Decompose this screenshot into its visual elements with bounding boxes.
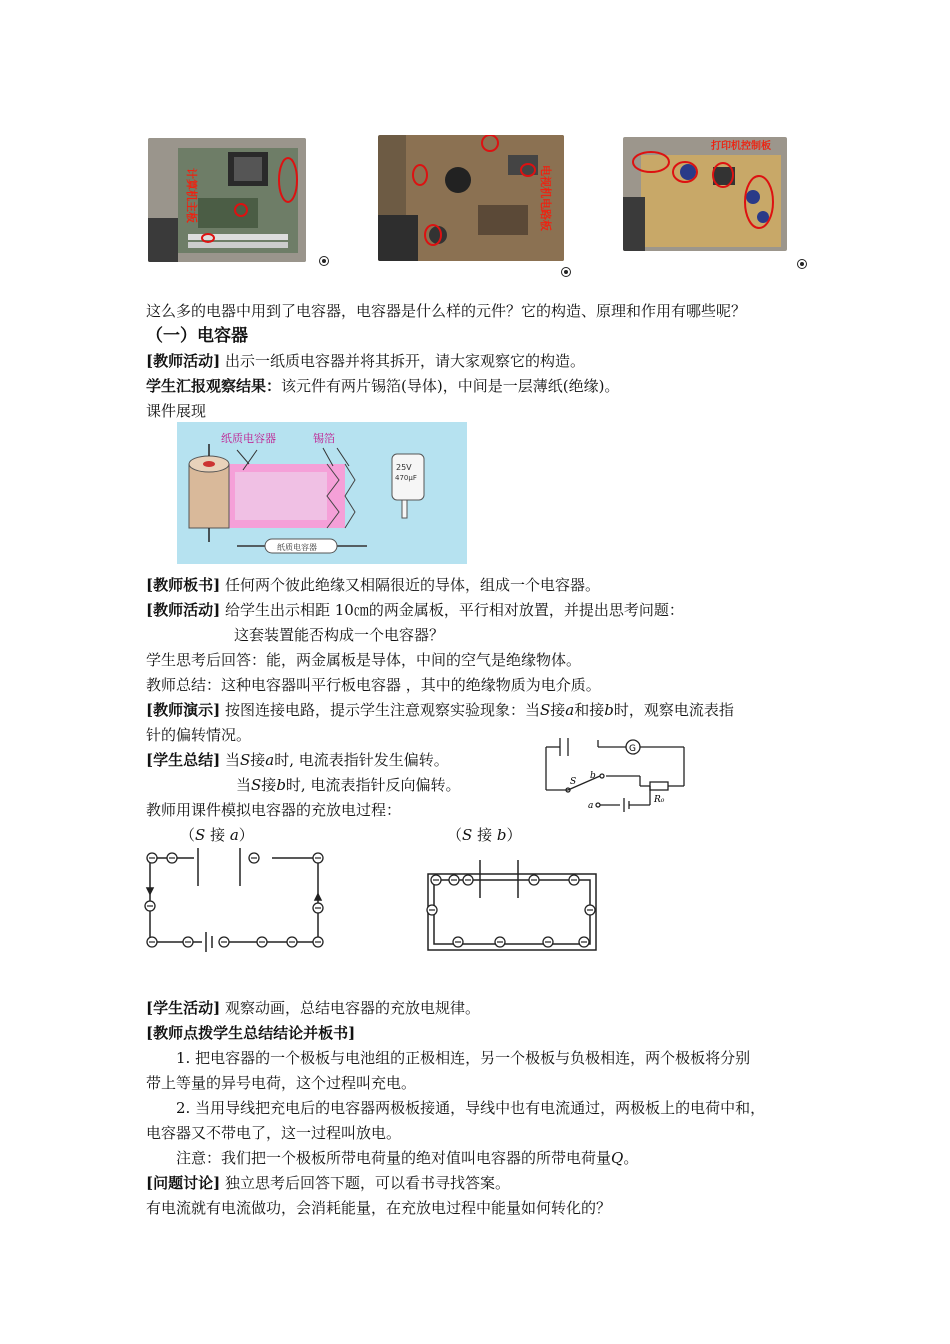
tag: [教师活动] [146,352,221,370]
teacher-activity-2 [146,600,684,620]
t5: 时, 电流表指针发生偏转。 [274,751,449,769]
teacher-sim-intro: 教师用课件模拟电容器的充放电过程： [146,801,402,819]
t5: 时, 电流表指针反向偏转。 [285,776,461,794]
text: 该元件有两片锡箔(导体)，中间是一层薄纸(绝缘)。 [281,377,620,395]
student-summary-2 [236,775,460,795]
t2: S [240,751,251,769]
discussion [146,1173,510,1193]
t4: b [496,826,507,844]
student-summary-1 [146,750,449,770]
t1: （ [180,826,196,844]
photo1-caption: 计算机主板 [185,168,198,223]
cap-capacitance: 470μF [395,474,417,482]
photo2-caption: 电视机电路板 [539,165,552,231]
t3: 。 [623,1149,639,1167]
printer-board-picture [623,137,787,251]
cap-voltage: 25V [396,463,412,472]
student-answer: 学生思考后回答：能，两金属板是导体，中间的空气是绝缘物体。 [146,651,582,669]
t4: a [265,751,275,769]
note-line [176,1148,638,1168]
terminal-a-label: a [588,801,594,811]
courseware-label: 课件展现 [146,402,207,420]
text: 给学生出示相距 10㎝的两金属板，平行相对放置，并提出思考问题： [224,601,684,619]
photo1-marker-icon [319,256,329,266]
t2: Q [611,1149,624,1167]
t2: S [195,826,206,844]
teacher-conclusion-heading: [教师点拨学生总结结论并板书] [146,1024,356,1042]
conclusion-2-line1: 2. 当用导线把充电后的电容器两极板接通，导线中也有电流通过，两极板上的电荷中和， [176,1099,766,1117]
tag: [学生总结] [146,751,221,769]
switch-label: S [570,777,577,787]
tag: [教师演示] [146,701,221,719]
t3: 接 [550,701,566,719]
intro-question: 这么多的电器中用到了电容器，电容器是什么样的元件？它的构造、原理和作用有哪些呢？ [146,302,747,320]
tv-board-picture [378,135,564,261]
teacher-board-1 [146,575,600,595]
paper-capacitor-diagram [177,422,467,564]
t7: 时，观察电流表指 [613,701,734,719]
tag: [问题讨论] [146,1174,221,1192]
t1: 当 [236,776,252,794]
conclusion-1-line1: 1. 把电容器的一个极板与电池组的正极相连，另一个极板与负极相连，两个极板将分别 [176,1049,751,1067]
label-bottom-capacitor: 纸质电容器 [277,543,317,552]
t4: a [565,701,575,719]
t2: S [251,776,262,794]
charging-circuit-diagram [540,732,690,816]
label-tin-foil: 锡箔 [313,432,335,445]
photo2-marker-icon [561,267,571,277]
paper-capacitor-figure [177,422,467,564]
think-question: 这套装置能否构成一个电容器？ [234,626,445,644]
t5: ） [506,826,522,844]
section-title: （一）电容器 [146,326,248,346]
tag: 学生汇报观察结果： [146,377,282,395]
tag: [学生活动] [146,999,221,1017]
t1: （ [447,826,463,844]
photo-printer-board [623,137,787,251]
student-activity [146,998,480,1018]
photo3-caption: 打印机控制板 [711,141,771,152]
teacher-demo-cont: 针的偏转情况。 [146,726,252,744]
teacher-activity-1 [146,351,585,371]
t3: 接 [472,826,497,844]
photo3-marker-icon [797,259,807,269]
t5: ） [238,826,254,844]
t5: 和接 [574,701,605,719]
sim-label-right [447,825,521,845]
sim-label-left [180,825,254,845]
t1: 按图连接电路，提示学生注意观察实验现象：当 [224,701,540,719]
t4: b [276,776,286,794]
discharging-animation-diagram [424,860,600,952]
tag: [教师活动] [146,601,221,619]
conclusion-2-line2: 电容器又不带电了，这一过程叫放电。 [146,1124,402,1142]
galvanometer-label: G [629,744,636,754]
text: 独立思考后回答下题，可以看书寻找答案。 [224,1174,510,1192]
t6: b [604,701,614,719]
resistor-label: R₀ [654,795,665,805]
t3: 接 [261,776,277,794]
motherboard-picture [148,138,306,262]
photo-motherboard [148,138,306,262]
t2: S [462,826,473,844]
tag: [教师板书] [146,576,221,594]
t4: a [229,826,239,844]
t1: 当 [224,751,240,769]
t2: S [540,701,551,719]
charging-animation-diagram [142,846,328,952]
teacher-summary: 教师总结：这种电容器叫平行板电容器 ，其中的绝缘物质为电介质。 [146,676,601,694]
t3: 接 [250,751,266,769]
text: 任何两个彼此绝缘又相隔很近的导体，组成一个电容器。 [224,576,600,594]
terminal-b-label: b [590,771,596,781]
conclusion-1-line2: 带上等量的异号电荷，这个过程叫充电。 [146,1074,417,1092]
photo-tv-board [378,135,564,261]
t3: 接 [205,826,230,844]
student-report [146,376,619,396]
text: 出示一纸质电容器并将其拆开，请大家观察它的构造。 [224,352,585,370]
t1: 注意：我们把一个极板所带电荷量的绝对值叫电容器的所带电荷量 [176,1149,612,1167]
teacher-demo [146,700,734,720]
text: 观察动画，总结电容器的充放电规律。 [224,999,480,1017]
label-paper-capacitor: 纸质电容器 [221,432,276,445]
energy-question: 有电流就有电流做功，会消耗能量，在充放电过程中能量如何转化的？ [146,1199,612,1217]
